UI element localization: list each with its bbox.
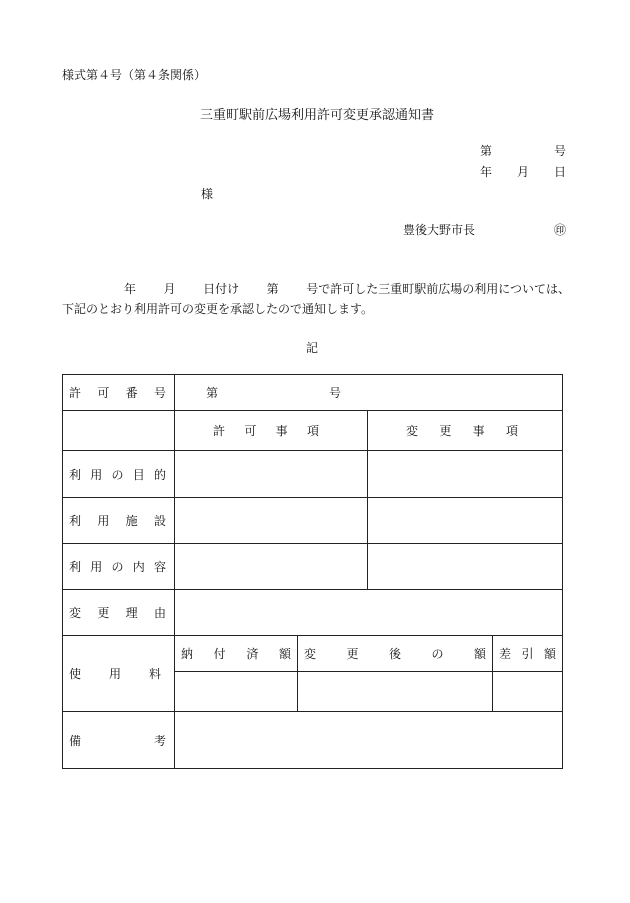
addressee-suffix: 様 bbox=[201, 187, 214, 201]
form-id: 様式第４号（第４条関係） bbox=[62, 68, 207, 82]
fee-new-value[interactable] bbox=[298, 672, 493, 712]
purpose-change-cell[interactable] bbox=[368, 451, 563, 498]
body-line-2: 下記のとおり利用許可の変更を承認したので通知します。 bbox=[62, 302, 374, 316]
col-change-header: 変 更 事 項 bbox=[368, 411, 563, 451]
remarks-value-cell[interactable] bbox=[175, 712, 563, 769]
permit-no-label: 許 可 番 号 bbox=[63, 375, 175, 411]
fee-header-row bbox=[63, 636, 563, 672]
reason-label: 変 更 理 由 bbox=[63, 590, 175, 636]
header-blank-cell bbox=[63, 411, 175, 451]
purpose-permit-cell[interactable] bbox=[175, 451, 368, 498]
col-permit-header: 許 可 事 項 bbox=[175, 411, 368, 451]
facility-permit-cell[interactable] bbox=[175, 498, 368, 544]
content-change-cell[interactable] bbox=[368, 544, 563, 590]
reason-value-cell[interactable] bbox=[175, 590, 563, 636]
fee-diff-value[interactable] bbox=[493, 672, 563, 712]
permit-number-row bbox=[63, 375, 563, 411]
permit-no-value[interactable]: 第 号 bbox=[175, 375, 563, 411]
table-row bbox=[63, 544, 563, 590]
row-label-content: 利 用 の 内 容 bbox=[63, 544, 175, 590]
fee-label: 使 用 料 bbox=[63, 636, 175, 712]
remarks-row bbox=[63, 712, 563, 769]
remarks-label: 備 考 bbox=[63, 712, 175, 769]
row-label-purpose: 利 用 の 目 的 bbox=[63, 451, 175, 498]
number-line: 第 号 bbox=[480, 144, 566, 158]
content-permit-cell[interactable] bbox=[175, 544, 368, 590]
row-label-facility: 利 用 施 設 bbox=[63, 498, 175, 544]
ki-heading: 記 bbox=[306, 341, 319, 355]
body-line-1: 年 月 日付け 第 号で許可した三重町駅前広場の利用については、 bbox=[124, 282, 570, 296]
issuer-name: 豊後大野市長 bbox=[403, 223, 476, 237]
seal-mark: ㊞ bbox=[554, 223, 567, 237]
fee-new-header: 変 更 後 の 額 bbox=[298, 636, 493, 672]
date-line: 年 月 日 bbox=[480, 165, 566, 179]
table-row bbox=[63, 451, 563, 498]
facility-change-cell[interactable] bbox=[368, 498, 563, 544]
reason-row bbox=[63, 590, 563, 636]
document-title: 三重町駅前広場利用許可変更承認通知書 bbox=[200, 108, 435, 123]
header-row bbox=[63, 411, 563, 451]
fee-diff-header: 差 引 額 bbox=[493, 636, 563, 672]
table-row bbox=[63, 498, 563, 544]
fee-paid-value[interactable] bbox=[175, 672, 298, 712]
change-table bbox=[62, 374, 563, 769]
fee-paid-header: 納 付 済 額 bbox=[175, 636, 298, 672]
